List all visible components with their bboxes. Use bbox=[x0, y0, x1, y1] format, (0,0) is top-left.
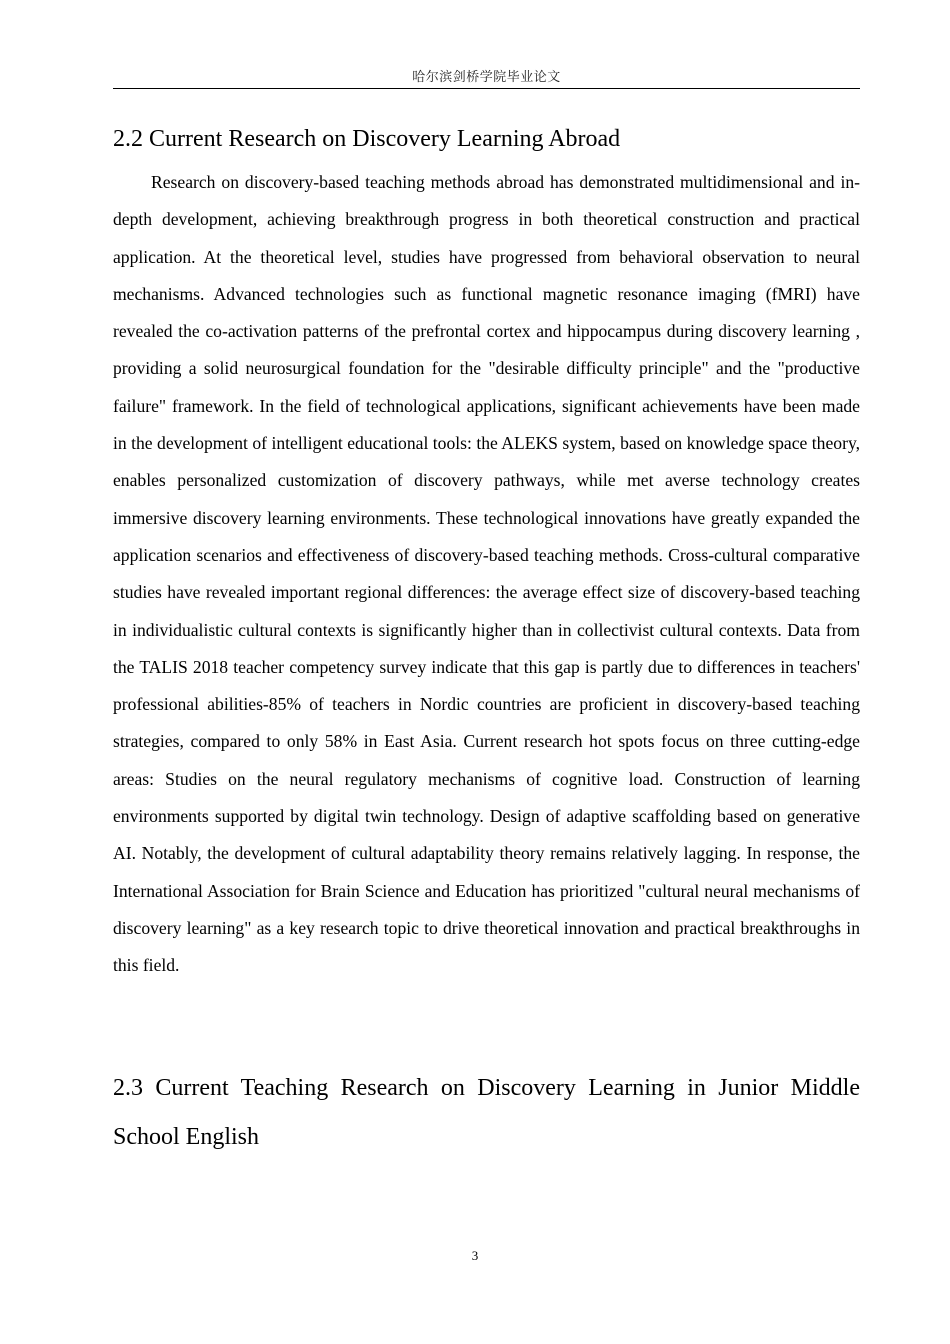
section-heading-2-3: 2.3 Current Teaching Research on Discovery Learning in Junior Middle School English bbox=[113, 1075, 860, 1150]
header-rule bbox=[113, 88, 860, 89]
section-heading-2-2: 2.2 Current Research on Discovery Learning Abroad bbox=[113, 126, 621, 152]
running-header: 哈尔滨剑桥学院毕业论文 bbox=[412, 70, 561, 85]
body-paragraph: Research on discovery-based teaching methods abroad has demonstrated multidimensional and in-depth development, achieving breakthrough progress in both theoretical construction and practical application. At the theoretical level, studies have progressed from behavioral observation to neural mechanisms. Advanced technologies such as functional magnetic resonance imaging (fMRI) have revealed the co-activation patterns of the prefrontal cortex and hippocampus during discovery learning , providing a solid neurosurgical foundation for the "desirable difficulty principle" and the "productive failure" framework. In the field of technological applications, significant achievements have been made in the development of intelligent educational tools: the ALEKS system, based on knowledge space theory, enables personalized customization of discovery pathways, while met averse technology creates immersive discovery learning environments. These technological innovations have greatly expanded the application scenarios and effectiveness of discovery-based teaching methods. Cross-cultural comparative studies have revealed important regional differences: the average effect size of discovery-based teaching in individualistic cultural contexts is significantly higher than in collectivist cultural contexts. Data from the TALIS 2018 teacher competency survey indicate that this gap is partly due to differences in teachers' professional abilities-85% of teachers in Nordic countries are proficient in discovery-based teaching strategies, compared to only 58% in East Asia. Current research hot spots focus on three cutting-edge areas: Studies on the neural regulatory mechanisms of cognitive load. Construction of learning environments supported by digital twin technology. Design of adaptive scaffolding based on generative AI. Notably, the development of cultural adaptability theory remains relatively lagging. In response, the International Association for Brain Science and Education has prioritized "cultural neural mechanisms of discovery learning" as a key research topic to drive theoretical innovation and practical breakthroughs in this field. bbox=[113, 172, 860, 976]
page-number: 3 bbox=[471, 1248, 479, 1263]
